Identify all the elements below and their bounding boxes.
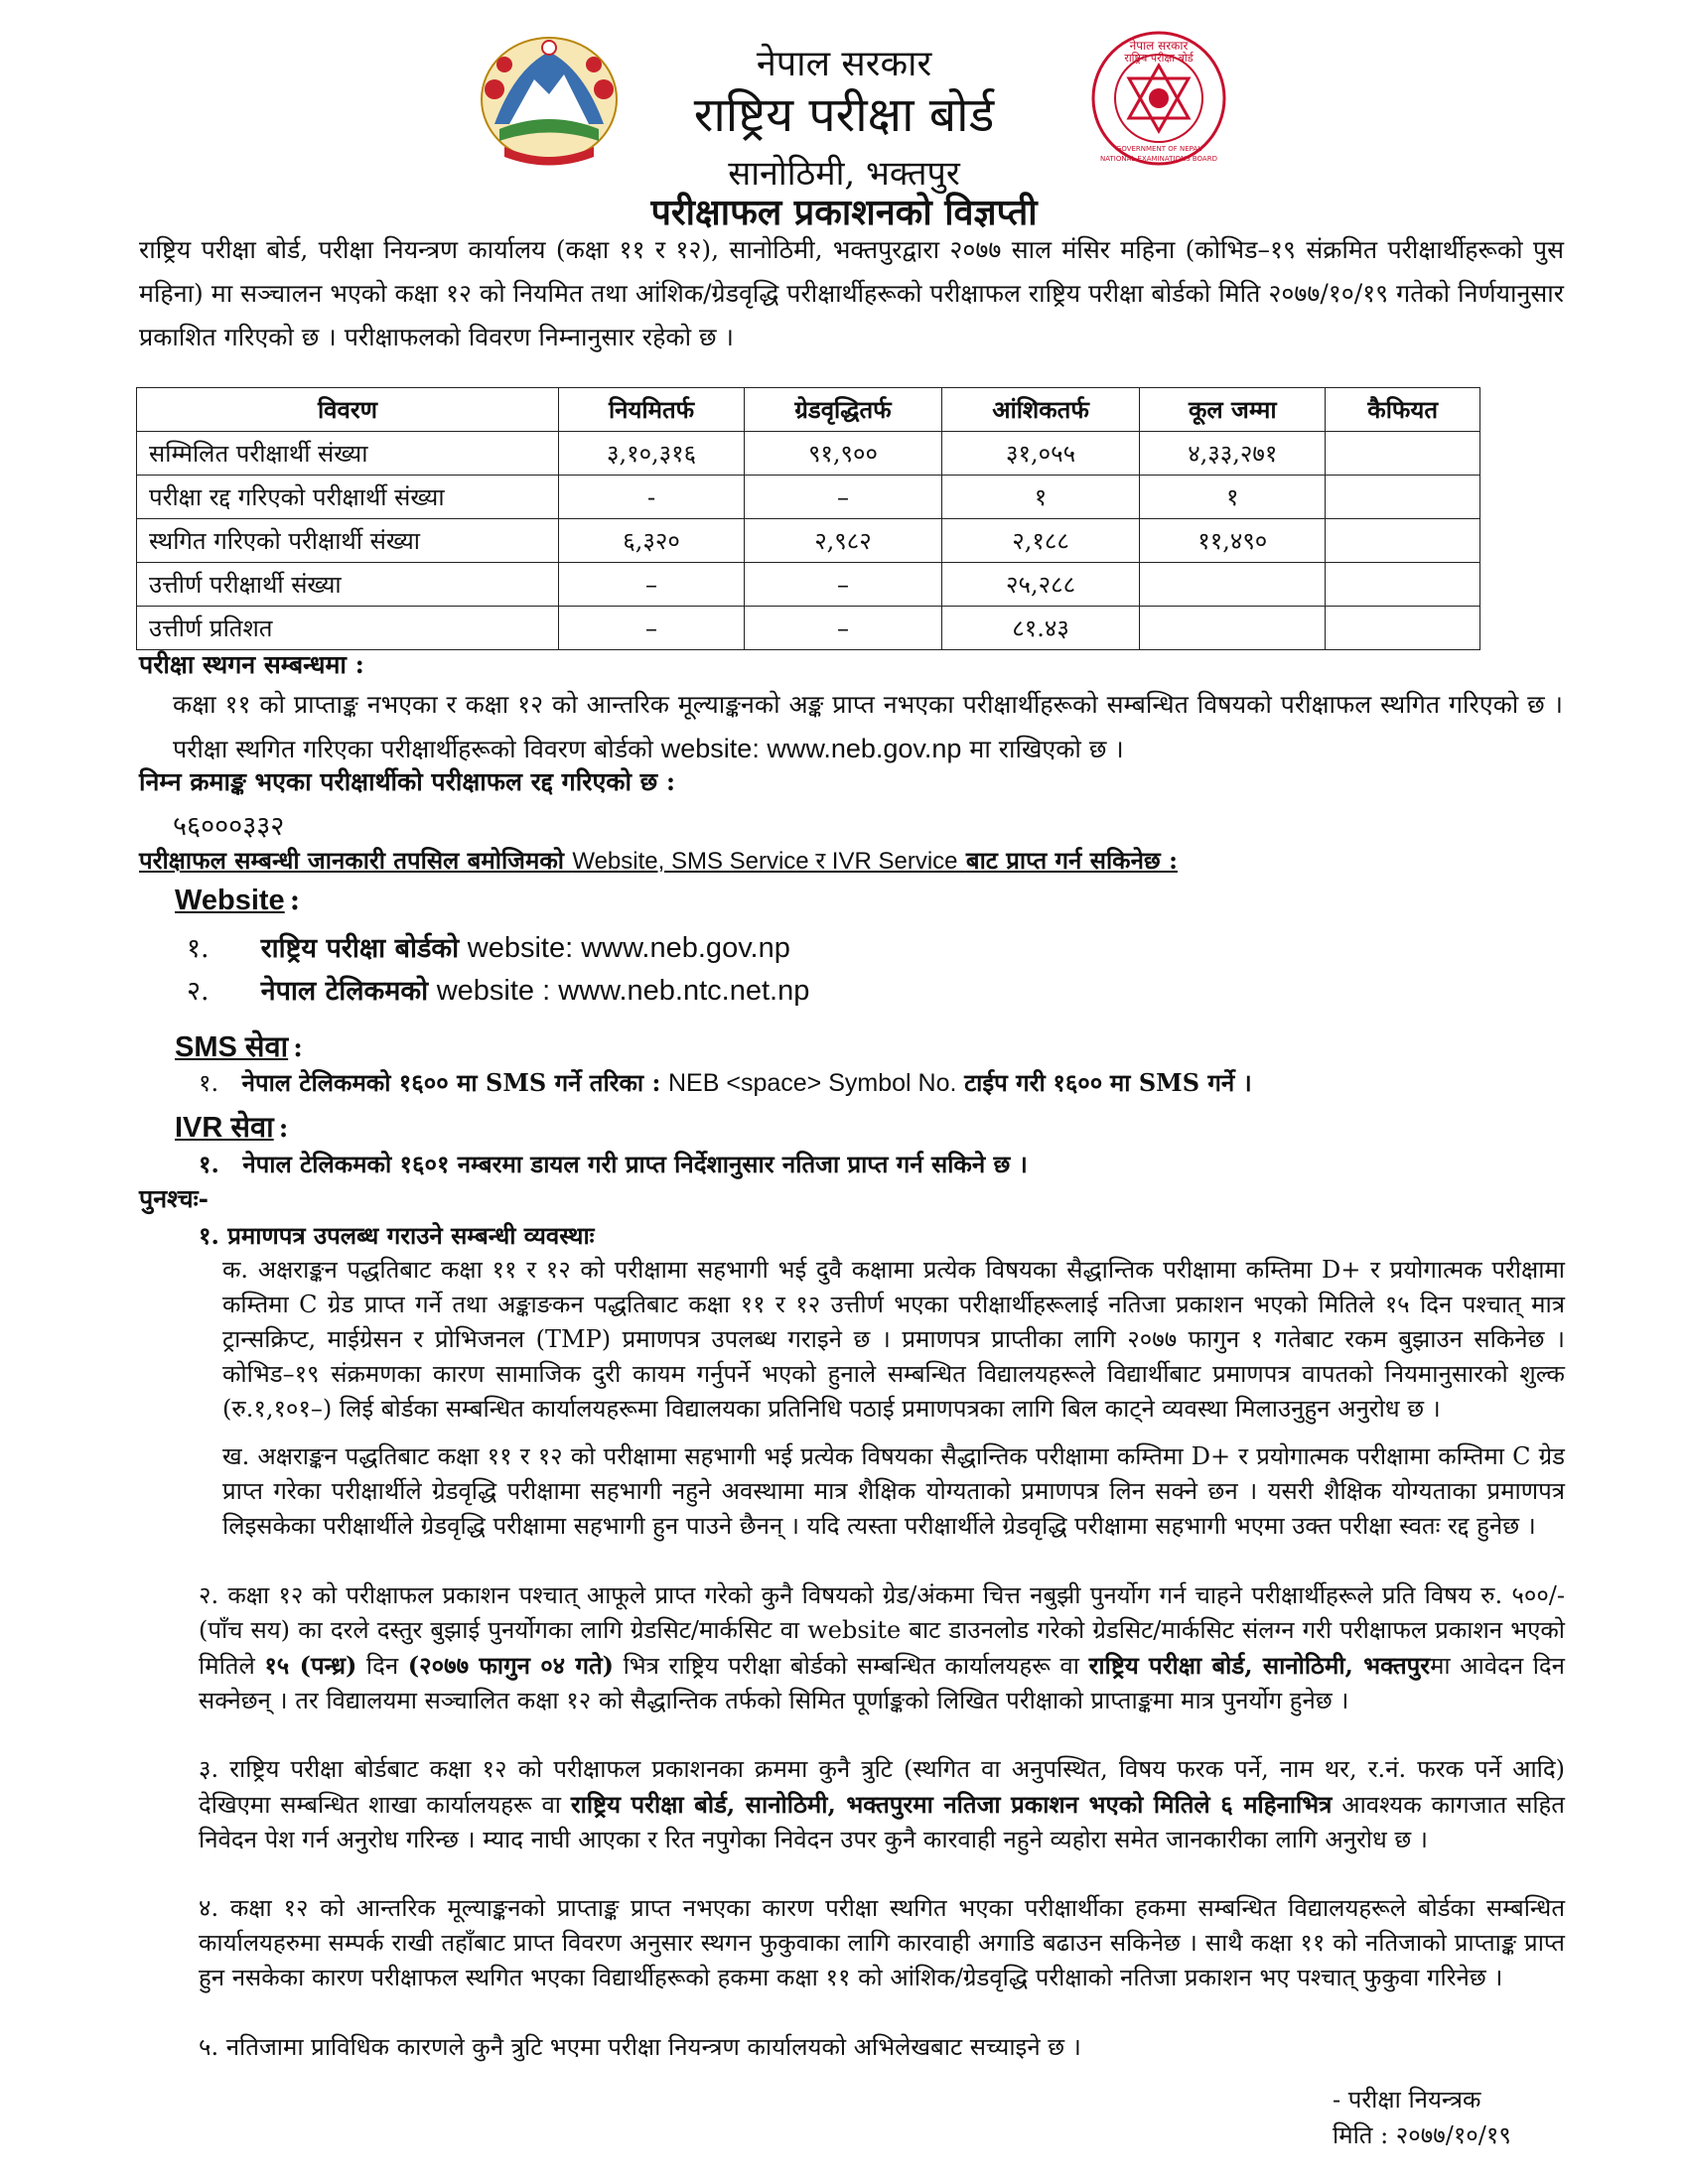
info-heading-np1: परीक्षाफल सम्बन्धी जानकारी तपसिल बमोजिमको (139, 846, 564, 875)
table-row (137, 563, 1480, 607)
table-row (137, 432, 1480, 476)
table-cell (1326, 607, 1480, 650)
ivr-heading-colon: : (278, 1114, 289, 1144)
sms-section-heading (175, 1026, 303, 1065)
website-heading: Website (175, 885, 285, 916)
col-header-remarks: कैफियत (1326, 388, 1480, 432)
ps-item1-ka: क. अक्षराङ्कन पद्धतिबाट कक्षा ११ र १२ को परीक्षामा सहभागी भई दुवै कक्षामा प्रत्येक विषयका सैद्धान्तिक परीक्षामा कम्तिमा D+ र प्रयोगात्मक परीक्षामा कम्तिमा C ग्रेड प्राप्त गर्ने तथा अङ्काङकन पद्धतिबाट कक्षा ११ र १२ उत्तीर्ण भएका परीक्षार्थीहरूलाई नतिजा प्रकाशन भएको मितिले १५ दिन पश्चात् मात्र ट्रान्सक्रिप्ट, माईग्रेसन र प्रोभिजनल (TMP) प्रमाणपत्र उपलब्ध गराइने छ । प्रमाणपत्र प्राप्तीका लागि २०७७ फागुन १ गतेबाट रकम बुझाउन सकिनेछ । कोभिड–१९ संक्रमणका कारण सामाजिक दुरी कायम गर्नुपर्ने भएको हुनाले सम्बन्धित विद्यालयहरूले विद्यार्थीबाट प्रमाणपत्र वापतको नियमानुसारको शुल्क (रु.१,१०१–) लिई बोर्डका सम्बन्धित कार्यालयहरूमा विद्यालयका प्रतिनिधि पठाई प्रमाणपत्रका लागि बिल काट्ने व्यवस्था मिलाउनुहुन अनुरोध छ । (222, 1256, 1565, 1423)
ps-item4: ४. कक्षा १२ को आन्तरिक मूल्याङ्कनको प्राप्ताङ्क प्राप्त नभएका कारण परीक्षा स्थगित भएका परीक्षार्थीका हकमा सम्बन्धित विद्यालयहरूले बोर्डका सम्बन्धित कार्यालयहरुमा सम्पर्क राखी तहाँबाट प्राप्त विवरण अनुसार स्थगन फुकुवाका लागि कारवाही अगाडि बढाउन सकिनेछ । साथै कक्षा ११ को नतिजाको प्राप्ताङ्क प्राप्त हुन नसकेका कारण परीक्षाफल स्थगित भएका विद्यार्थीहरूको हकमा कक्षा ११ को आंशिक/ग्रेडवृद्धि परीक्षाको नतिजा प्रकाशन भए पश्चात् फुकुवा गरिनेछ । (199, 1894, 1565, 1991)
ps-item2 (199, 1578, 1565, 1718)
table-row (137, 476, 1480, 519)
seal-text-en: NATIONAL EXAMINATIONS BOARD (1100, 155, 1217, 163)
cancelled-heading: निम्न क्रमाङ्क भएका परीक्षार्थीको परीक्षाफल रद्द गरिएको छ : (139, 767, 676, 796)
notice-title: परीक्षाफल प्रकाशनको विज्ञप्ती (650, 192, 1038, 233)
table-cell: ८१.४३ (941, 607, 1139, 650)
col-header-description: विवरण (137, 388, 559, 432)
neb-website-url-link[interactable]: website: www.neb.gov.np (467, 932, 790, 964)
sms-instruction (199, 1066, 1252, 1099)
ps-item5: ५. नतिजामा प्राविधिक कारणले कुनै त्रुटि भएमा परीक्षा नियन्त्रण कार्यालयको अभिलेखबाट सच्याइने छ । (199, 2033, 1081, 2061)
table-cell: उत्तीर्ण परीक्षार्थी संख्या (137, 563, 559, 607)
seal-text-top: नेपाल सरकार (1129, 39, 1189, 53)
table-cell: स्थगित गरिएको परीक्षार्थी संख्या (137, 519, 559, 563)
signature-name: - परीक्षा नियन्त्रक (1333, 2086, 1481, 2114)
sms-format: NEB <space> Symbol No. (668, 1069, 957, 1097)
ps-item3-text: ३. राष्ट्रिय परीक्षा बोर्डबाट कक्षा १२ को परीक्षाफल प्रकाशनका क्रममा कुनै त्रुटि (स्थगित वा अनुपस्थित, विषय फरक पर्ने, नाम थर, र.नं. फरक पर्ने आदि) देखिएमा सम्बन्धित शाखा कार्यालयहरू वा (199, 1755, 1565, 1819)
info-heading-np2: बाट प्राप्त गर्न सकिनेछ : (965, 846, 1178, 875)
ps-item2-text: २. कक्षा १२ को परीक्षाफल प्रकाशन पश्चात् आफूले प्राप्त गरेको कुनै विषयको ग्रेड/अंकमा चित्त नबुझी पुनर्योग गर्न चाहने परीक्षार्थीहरूले प्रति विषय रु. ५००/- (पाँच सय) का दरले दस्तुर बुझाई पुनर्योगका लागि ग्रेडसिट/मार्कसिट वा website बाट डाउनलोड गरेको ग्रेडसिट/मार्कसिट संलग्न गरी परीक्षाफल प्रकाशन भएको मितिले (199, 1581, 1565, 1680)
table-cell: ४,३३,२७१ (1140, 432, 1326, 476)
ivr-section-heading (175, 1107, 288, 1146)
ps-item2-deadline: (२०७७ फागुन ०४ गते) (407, 1651, 615, 1680)
col-header-regular: नियमितर्फ (559, 388, 745, 432)
table-cell: ३,१०,३१६ (559, 432, 745, 476)
cancelled-symbol-number: ५६०००३३२ (173, 811, 285, 842)
table-cell: १ (1140, 476, 1326, 519)
website-item-number: १. (187, 933, 210, 964)
table-cell: २,१८८ (941, 519, 1139, 563)
website-item-2 (187, 971, 809, 1008)
table-cell (1140, 563, 1326, 607)
table-cell (1326, 563, 1480, 607)
table-cell: – (559, 607, 745, 650)
sms-text-type: टाईप गरी (964, 1068, 1046, 1097)
website-item-label: राष्ट्रिय परीक्षा बोर्डको (260, 933, 460, 964)
neb-website-link[interactable]: website: www.neb.gov.np (660, 734, 962, 763)
table-cell: – (745, 607, 942, 650)
table-row (137, 607, 1480, 650)
website-item-1 (187, 928, 790, 965)
ivr-instruction (199, 1148, 1028, 1180)
table-cell: – (559, 563, 745, 607)
table-cell: सम्मिलित परीक्षार्थी संख्या (137, 432, 559, 476)
table-cell (1140, 607, 1326, 650)
ps-item2-days: १५ (पन्ध्र) (264, 1651, 357, 1680)
sms-item-number: १. (199, 1069, 219, 1097)
col-header-total: कूल जम्मा (1140, 388, 1326, 432)
seal-text-en2: GOVERNMENT OF NEPAL (1115, 145, 1202, 153)
table-cell: – (745, 476, 942, 519)
ps-item2-text3: मा आवेदन दिन सक्नेछन् । तर विद्यालयमा सञ्चालित कक्षा १२ को सैद्धान्तिक तर्फको सिमित पूर्णाङ्कको लिखित परीक्षाको प्राप्ताङ्कमा मात्र पुनर्योग हुनेछ । (199, 1652, 1566, 1714)
intro-paragraph: राष्ट्रिय परीक्षा बोर्ड, परीक्षा नियन्त्रण कार्यालय (कक्षा ११ र १२), सानोठिमी, भक्तपुरद्वारा २०७७ साल मंसिर महिना (कोभिड–१९ संक्रमित परीक्षार्थीहरूको पुस महिना) मा सञ्चालन भएको कक्षा १२ को नियमित तथा आंशिक/ग्रेडवृद्धि परीक्षार्थीहरूको परीक्षाफल राष्ट्रिय परीक्षा बोर्डको मिति २०७७/१०/१९ गतेको निर्णयानुसार प्रकाशित गरिएको छ । परीक्षाफलको विवरण निम्नानुसार रहेको छ । (139, 235, 1564, 351)
ps-item2-office: राष्ट्रिय परीक्षा बोर्ड, सानोठिमी, भक्तपुर (1088, 1651, 1431, 1680)
ps-item2-din: दिन (365, 1652, 399, 1680)
sms-heading-colon: : (293, 1033, 303, 1063)
table-cell: ६,३२० (559, 519, 745, 563)
table-cell: परीक्षा रद्द गरिएको परीक्षार्थी संख्या (137, 476, 559, 519)
info-heading (139, 844, 1178, 877)
postpone-text-end: मा राखिएको छ । (969, 735, 1124, 763)
table-cell: २५,२८८ (941, 563, 1139, 607)
results-table (136, 387, 1480, 650)
table-cell: १ (941, 476, 1139, 519)
header-government: नेपाल सरकार (756, 44, 932, 84)
postpone-heading: परीक्षा स्थगन सम्बन्धमा : (139, 650, 364, 679)
ps-item3-office: राष्ट्रिय परीक्षा बोर्ड, सानोठिमी, भक्तपुरमा नतिजा प्रकाशन भएको मितिले ६ महिनाभित्र (570, 1790, 1333, 1819)
info-heading-en: Website, SMS Service र IVR Service (572, 848, 958, 875)
website-section-heading (175, 884, 300, 917)
header-address: सानोठिमी, भक्तपुर (728, 154, 960, 194)
sms-text-end: मा SMS गर्ने । (1109, 1068, 1252, 1097)
col-header-partial: आंशिकतर्फ (941, 388, 1139, 432)
ps-item2-text2: भित्र राष्ट्रिय परीक्षा बोर्डको सम्बन्धित कार्यालयहरू वा (623, 1652, 1079, 1680)
table-header-row (137, 388, 1480, 432)
ps-item3 (199, 1752, 1565, 1857)
postpone-paragraph (173, 683, 1563, 771)
ps-heading: पुनश्चः- (139, 1184, 210, 1213)
ivr-item-number: १. (199, 1150, 219, 1178)
table-cell: ३१,०५५ (941, 432, 1139, 476)
table-row (137, 519, 1480, 563)
table-cell: २,९८२ (745, 519, 942, 563)
ps-item1-kha: ख. अक्षराङ्कन पद्धतिबाट कक्षा ११ र १२ को परीक्षामा सहभागी भई प्रत्येक विषयका सैद्धान्तिक परीक्षामा कम्तिमा D+ र प्रयोगात्मक परीक्षामा कम्तिमा C ग्रेड प्राप्त गरेका परीक्षार्थीले ग्रेडवृद्धि परीक्षामा सहभागी नहुने अवस्थामा मात्र शैक्षिक योग्यताको प्रमाणपत्र लिन सक्ने छन । यसरी शैक्षिक योग्यताका प्रमाणपत्र लिइसकेका परीक्षार्थीले ग्रेडवृद्धि परीक्षामा सहभागी हुन पाउने छैनन् । यदि त्यस्ता परीक्षार्थीले ग्रेडवृद्धि परीक्षामा सहभागी भएमा उक्त परीक्षा स्वतः रद्द हुनेछ । (222, 1442, 1565, 1540)
ivr-heading: IVR सेवा (175, 1112, 274, 1144)
postpone-text: कक्षा ११ को प्राप्ताङ्क नभएका र कक्षा १२ को आन्तरिक मूल्याङ्कनको अङ्क प्राप्त नभएका परीक्षार्थीहरूको सम्बन्धित विषयको परीक्षाफल स्थगित गरिएको छ । परीक्षा स्थगित गरिएका परीक्षार्थीहरूको विवरण बोर्डको (173, 690, 1563, 763)
sms-text-intro: नेपाल टेलिकमको १६०० मा SMS गर्ने तरिका : (241, 1068, 661, 1097)
signature-date: मिति : २०७७/१०/१९ (1333, 2121, 1511, 2149)
sms-shortcode: १६०० (1053, 1068, 1103, 1097)
table-cell (1326, 476, 1480, 519)
table-cell: - (559, 476, 745, 519)
ps-item3-text2: आवश्यक कागजात सहित निवेदन पेश गर्न अनुरोध गरिन्छ । म्याद नाघी आएका र रित नपुगेका निवेदन उपर कुनै कारवाही नहुने व्यहोरा समेत जानकारीका लागि अनुरोध छ । (199, 1791, 1565, 1853)
ivr-text: नेपाल टेलिकमको १६०१ नम्बरमा डायल गरी प्राप्त निर्देशानुसार नतिजा प्राप्त गर्न सकिने छ । (242, 1150, 1028, 1178)
table-cell: ९१,९०० (745, 432, 942, 476)
col-header-grade-increment: ग्रेडवृद्धितर्फ (745, 388, 942, 432)
ntc-website-url-link[interactable]: website : www.neb.ntc.net.np (436, 975, 810, 1007)
website-item-label: नेपाल टेलिकमको (260, 976, 429, 1007)
website-heading-colon: : (289, 884, 301, 916)
table-cell (1326, 519, 1480, 563)
table-cell: – (745, 563, 942, 607)
header-board-name: राष्ट्रिय परीक्षा बोर्ड (693, 87, 995, 143)
table-cell: उत्तीर्ण प्रतिशत (137, 607, 559, 650)
table-cell (1326, 432, 1480, 476)
website-item-number: २. (187, 976, 210, 1007)
table-cell: ११,४९० (1140, 519, 1326, 563)
ps-item1-heading: १. प्रमाणपत्र उपलब्ध गराउने सम्बन्धी व्यवस्थाः (199, 1221, 595, 1250)
seal-text-np: राष्ट्रिय परीक्षा बोर्ड (1124, 52, 1194, 65)
sms-heading: SMS सेवा (175, 1031, 289, 1063)
